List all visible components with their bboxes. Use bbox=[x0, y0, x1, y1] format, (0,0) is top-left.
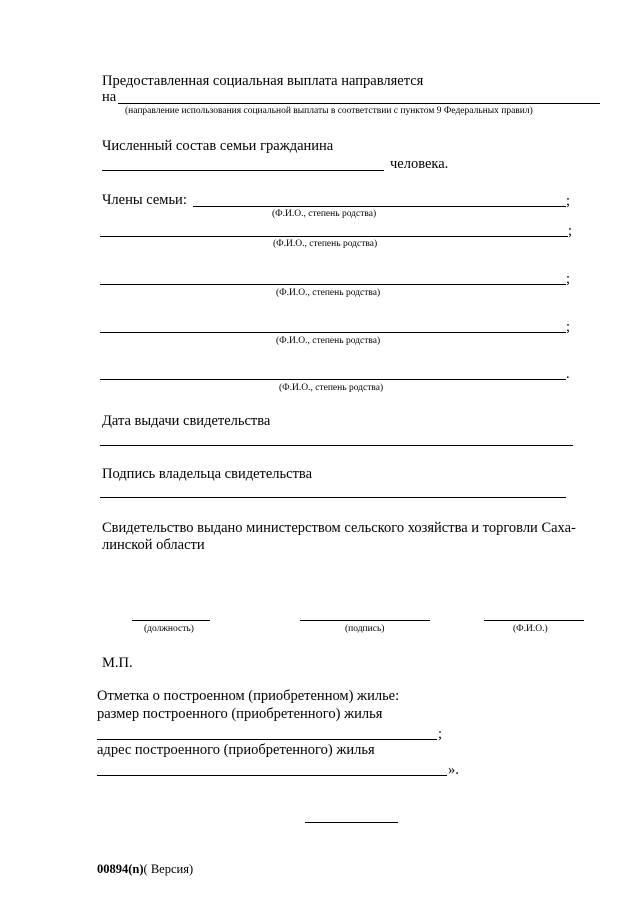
family-size-unit: человека. bbox=[390, 156, 449, 172]
footer-version-label: ( Версия) bbox=[143, 862, 194, 876]
family-member-hint-1: (Ф.И.О., степень родства) bbox=[272, 209, 377, 219]
issued-by-text-line1: Свидетельство выдано министерством сельского хозяйства и торговли Саха- bbox=[102, 520, 576, 536]
issue-date-label: Дата выдачи свидетельства bbox=[102, 413, 271, 429]
housing-address-label: адрес построенного (приобретенного) жилья bbox=[97, 742, 375, 758]
stamp-label: М.П. bbox=[102, 655, 133, 671]
housing-address-end: ». bbox=[448, 762, 459, 778]
family-members-label: Члены семьи: bbox=[102, 192, 187, 208]
closing-divider bbox=[305, 822, 398, 823]
payment-direction-field[interactable] bbox=[118, 103, 600, 104]
family-member-hint-4: (Ф.И.О., степень родства) bbox=[276, 336, 381, 346]
family-member-field-1[interactable] bbox=[193, 206, 566, 207]
family-member-hint-2: (Ф.И.О., степень родства) bbox=[273, 239, 378, 249]
family-member-field-3[interactable] bbox=[100, 284, 566, 285]
signature-hint: (подпись) bbox=[345, 624, 385, 634]
payment-direction-label: Предоставленная социальная выплата направляется bbox=[102, 73, 424, 89]
position-hint: (должность) bbox=[144, 624, 194, 634]
housing-size-field[interactable] bbox=[97, 739, 437, 740]
housing-size-semicolon: ; bbox=[438, 726, 443, 742]
owner-signature-label: Подпись владельца свидетельства bbox=[102, 466, 313, 482]
housing-label: Отметка о построенном (приобретенном) жилье: bbox=[97, 688, 400, 704]
official-name-hint: (Ф.И.О.) bbox=[513, 624, 548, 634]
family-member-semicolon-1: ; bbox=[566, 193, 571, 209]
housing-size-label: размер построенного (приобретенного) жилья bbox=[97, 706, 383, 722]
family-member-hint-3: (Ф.И.О., степень родства) bbox=[276, 288, 381, 298]
issue-date-field[interactable] bbox=[100, 445, 573, 446]
family-member-semicolon-2: ; bbox=[568, 223, 573, 239]
position-field[interactable] bbox=[132, 620, 210, 621]
family-member-field-4[interactable] bbox=[100, 332, 566, 333]
official-name-field[interactable] bbox=[484, 620, 584, 621]
signature-field[interactable] bbox=[300, 620, 430, 621]
family-member-field-2[interactable] bbox=[100, 236, 568, 237]
family-size-field[interactable] bbox=[102, 170, 384, 171]
payment-direction-hint: (направление использования социальной выплаты в соответствии с пунктом 9 Федеральных правил) bbox=[125, 106, 533, 116]
family-member-hint-5: (Ф.И.О., степень родства) bbox=[279, 383, 384, 393]
issued-by-text-line2: линской области bbox=[102, 537, 205, 553]
footer-version bbox=[97, 861, 193, 878]
family-member-semicolon-4: ; bbox=[566, 319, 571, 335]
footer-code: 00894(n) bbox=[97, 862, 144, 876]
payment-direction-prefix: на bbox=[102, 89, 117, 105]
family-size-label: Численный состав семьи гражданина bbox=[102, 138, 334, 154]
family-member-semicolon-3: ; bbox=[566, 271, 571, 287]
family-member-field-5[interactable] bbox=[100, 379, 566, 380]
housing-address-field[interactable] bbox=[97, 775, 447, 776]
owner-signature-field[interactable] bbox=[100, 497, 566, 498]
family-member-period-5: . bbox=[566, 366, 570, 382]
